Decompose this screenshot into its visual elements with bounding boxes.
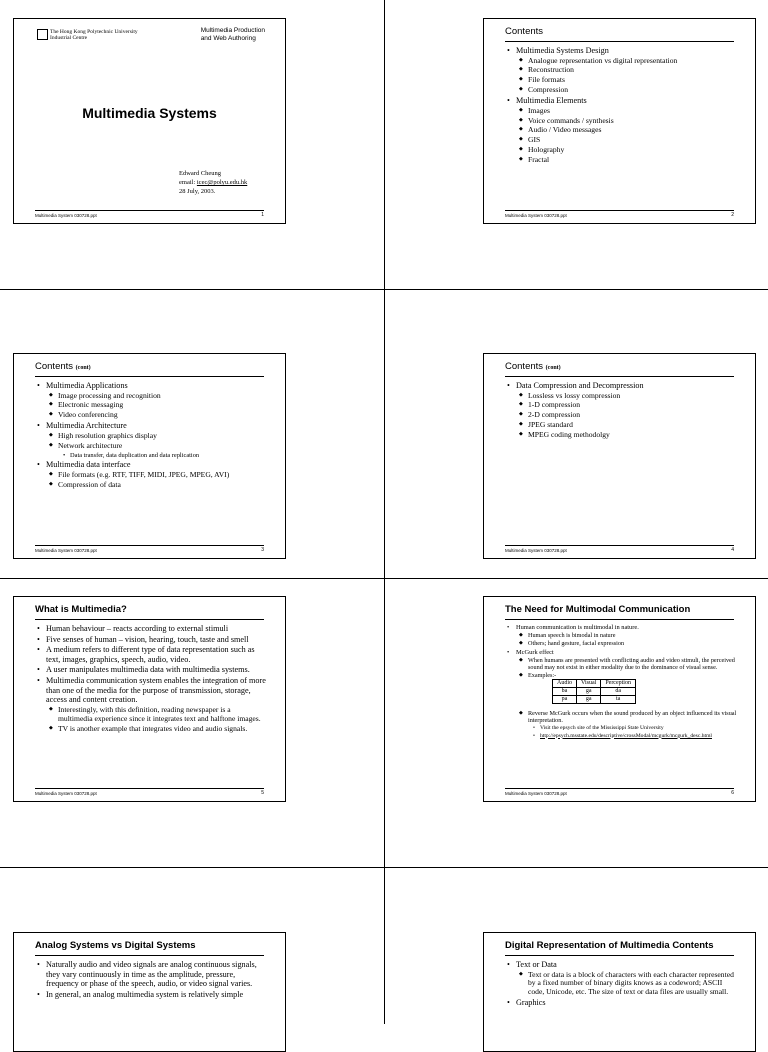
course-line-1: Multimedia Production (200, 27, 265, 34)
slide-title: Analog Systems vs Digital Systems (35, 940, 196, 951)
slide-2 (483, 18, 756, 224)
sub-bullet: ◆ 2-D compression (505, 411, 737, 420)
slide-8 (483, 932, 756, 1052)
sub-bullet: ◆ When humans are presented with conflicting audio and video stimuli, the perceived sound may not exist in either modality due to the dominance of visual sense. (505, 657, 737, 671)
slide-body (505, 45, 737, 165)
author-date: 28 July, 2003. (179, 188, 216, 196)
table-header-cell: Visual (577, 680, 601, 688)
sub-bullet: ◆ Fractal (505, 156, 737, 165)
email-label: email: (179, 179, 197, 187)
email-link[interactable]: icec@polyu.edu.hk (196, 179, 248, 187)
table-header-row (553, 680, 636, 688)
slide-title (505, 361, 561, 372)
table-cell: pa (553, 696, 577, 704)
slide-number: 1 (261, 212, 264, 218)
bullet: • Multimedia data interface (35, 460, 267, 470)
bullet: • McGurk effect (505, 649, 737, 656)
slide-footer (35, 791, 264, 796)
sub-bullet: ◆ Compression of data (35, 481, 267, 490)
bullet: • Graphics (505, 998, 737, 1008)
table-cell: ba (553, 688, 577, 696)
bullet: • Multimedia Elements (505, 96, 737, 106)
sub-bullet: ◆ Interestingly, with this definition, reading newspaper is a multimedia experience since it integrates text and halftone images. (35, 706, 267, 724)
slide-title-text: Contents (505, 361, 544, 372)
slide-number: 5 (261, 790, 264, 796)
footer-filename: Multimedia System 030728.ppt (505, 548, 567, 553)
slide-footer (505, 213, 734, 218)
slide-title-suffix: (cont) (75, 365, 91, 371)
slide-title: What is Multimedia? (35, 604, 127, 615)
author-name: Edward Cheung (179, 170, 222, 177)
sub-sub-bullet: • Data transfer, data duplication and data replication (35, 452, 267, 459)
slide-number: 4 (731, 547, 734, 553)
sub-bullet: ◆ Video conferencing (35, 411, 267, 420)
slide-body (35, 959, 267, 999)
footer-rule (505, 545, 734, 546)
bullet: • Five senses of human – vision, hearing, touch, taste and smell (35, 635, 267, 645)
sub-bullet: ◆ Analogue representation vs digital representation (505, 57, 737, 66)
sub-bullet: ◆ Voice commands / synthesis (505, 117, 737, 126)
footer-filename: Multimedia System 030728.ppt (505, 791, 567, 796)
sub-bullet: ◆ Image processing and recognition (35, 392, 267, 401)
bullet: • Text or Data (505, 960, 737, 970)
bullet: • Human behaviour – reacts according to external stimuli (35, 624, 267, 634)
mcgurk-table (552, 679, 636, 704)
table-cell: ta (601, 696, 636, 704)
slide-title-suffix: (cont) (545, 365, 561, 371)
sub-bullet: ◆ TV is another example that integrates video and audio signals. (35, 725, 267, 734)
page-horizontal-divider (0, 289, 768, 290)
title-rule (505, 41, 734, 42)
title-rule (505, 376, 734, 377)
sub-bullet: ◆ Text or data is a block of characters with each character represented by a fixed number of binary digits knows as a codeword; ASCII code, Unicode, etc. The size of text or data files are usually small. (505, 971, 737, 998)
bullet: • Multimedia Architecture (35, 421, 267, 431)
slide-3 (13, 353, 286, 559)
slide-number: 2 (731, 212, 734, 218)
table-cell: da (601, 688, 636, 696)
table-cell: ga (577, 688, 601, 696)
sub-bullet: ◆ Audio / Video messages (505, 126, 737, 135)
epsych-link[interactable]: • http://epsych.msstate.edu/descriptive/crossModal/mcgurk/mcgurk_desc.html (505, 733, 737, 739)
sub-bullet: ◆ Examples:- (505, 672, 737, 679)
sub-bullet: ◆ High resolution graphics display (35, 432, 267, 441)
sub-bullet: ◆ Reconstruction (505, 66, 737, 75)
sub-bullet: ◆ 1-D compression (505, 401, 737, 410)
university-logo-icon (37, 29, 48, 40)
footer-rule (35, 210, 264, 211)
slide-1 (13, 18, 286, 224)
sub-bullet: ◆ Others; hand gesture, facial expression (505, 640, 737, 647)
sub-bullet: ◆ Lossless vs lossy compression (505, 392, 737, 401)
slide-number: 3 (261, 547, 264, 553)
table-header-cell: Perception (601, 680, 636, 688)
slide-title: Multimedia Systems (82, 105, 217, 121)
sub-bullet: ◆ Reverse McGurk occurs when the sound produced by an object influenced its visual interpretation. (505, 710, 737, 724)
sub-bullet: ◆ JPEG standard (505, 421, 737, 430)
slide-body (35, 623, 267, 733)
sub-bullet: ◆ Holography (505, 146, 737, 155)
slide-footer (505, 548, 734, 553)
bullet: • Data Compression and Decompression (505, 381, 737, 391)
author-email (179, 178, 247, 187)
slide-body (505, 380, 737, 440)
title-rule (35, 955, 264, 956)
bullet: • A medium refers to different type of data representation such as text, images, graphics, speech, audio, video. (35, 645, 267, 664)
course-name (201, 27, 265, 43)
slide-body (505, 959, 737, 1008)
slide-body (35, 380, 267, 489)
footer-filename: Multimedia System 030728.ppt (35, 213, 97, 218)
sub-bullet: ◆ Electronic messaging (35, 401, 267, 410)
slide-footer (35, 548, 264, 553)
university-label: The Hong Kong Polytechnic University (50, 29, 138, 35)
slide-body (505, 623, 737, 739)
bullet: • Naturally audio and video signals are analog continuous signals, they vary continuously in time as the amplitude, pressure, frequency or phase of the speech, audio, or video signal varies. (35, 960, 267, 989)
bullet: • In general, an analog multimedia system is relatively simple (35, 990, 267, 1000)
title-rule (35, 376, 264, 377)
course-line-2: and Web Authoring (200, 34, 256, 42)
bullet: • Multimedia Applications (35, 381, 267, 391)
sub-bullet: ◆ File formats (e.g. RTF, TIFF, MIDI, JPEG, MPEG, AVI) (35, 471, 267, 480)
footer-filename: Multimedia System 030728.ppt (35, 791, 97, 796)
slide-footer (35, 213, 264, 218)
title-rule (505, 955, 734, 956)
bullet: • Multimedia Systems Design (505, 46, 737, 56)
centre-label: Industrial Centre (50, 35, 88, 42)
slide-6 (483, 596, 756, 802)
slide-5 (13, 596, 286, 802)
slide-title: Digital Representation of Multimedia Contents (505, 940, 714, 951)
footer-rule (35, 788, 264, 789)
sub-bullet: ◆ File formats (505, 76, 737, 85)
slide-title: The Need for Multimodal Communication (505, 604, 691, 615)
sub-sub-bullet: • Visit the epsych site of the Mississippi State University (505, 725, 737, 731)
sub-bullet: ◆ Human speech is bimodal in nature (505, 632, 737, 639)
sub-bullet: ◆ MPEG coding methodolgy (505, 431, 737, 440)
author-block (179, 169, 247, 196)
sub-bullet: ◆ GIS (505, 136, 737, 145)
sub-bullet: ◆ Network architecture (35, 442, 267, 451)
page-horizontal-divider (0, 578, 768, 579)
university-name (50, 29, 138, 41)
slide-title (35, 361, 91, 372)
footer-filename: Multimedia System 030728.ppt (35, 548, 97, 553)
bullet: • Multimedia communication system enables the integration of more than one of the media for the purpose of transmission, storage, access and content creation. (35, 676, 267, 705)
slide-title-text: Contents (35, 361, 74, 372)
page-vertical-divider (384, 0, 385, 1024)
table-row (553, 696, 636, 704)
footer-rule (505, 788, 734, 789)
bullet: • A user manipulates multimedia data with multimedia systems. (35, 665, 267, 675)
sub-bullet: ◆ Compression (505, 86, 737, 95)
title-rule (35, 619, 264, 620)
footer-rule (35, 545, 264, 546)
slide-title: Contents (505, 26, 544, 37)
footer-rule (505, 210, 734, 211)
bullet: • Human communication is multimodal in nature. (505, 624, 737, 631)
table-row (553, 688, 636, 696)
slide-4 (483, 353, 756, 559)
title-rule (505, 619, 734, 620)
slide-number: 6 (731, 790, 734, 796)
page-horizontal-divider (0, 867, 768, 868)
table-header-cell: Audio (553, 680, 577, 688)
sub-bullet: ◆ Images (505, 107, 737, 116)
table-cell: ga (577, 696, 601, 704)
slide-7 (13, 932, 286, 1052)
footer-filename: Multimedia System 030728.ppt (505, 213, 567, 218)
slide-footer (505, 791, 734, 796)
